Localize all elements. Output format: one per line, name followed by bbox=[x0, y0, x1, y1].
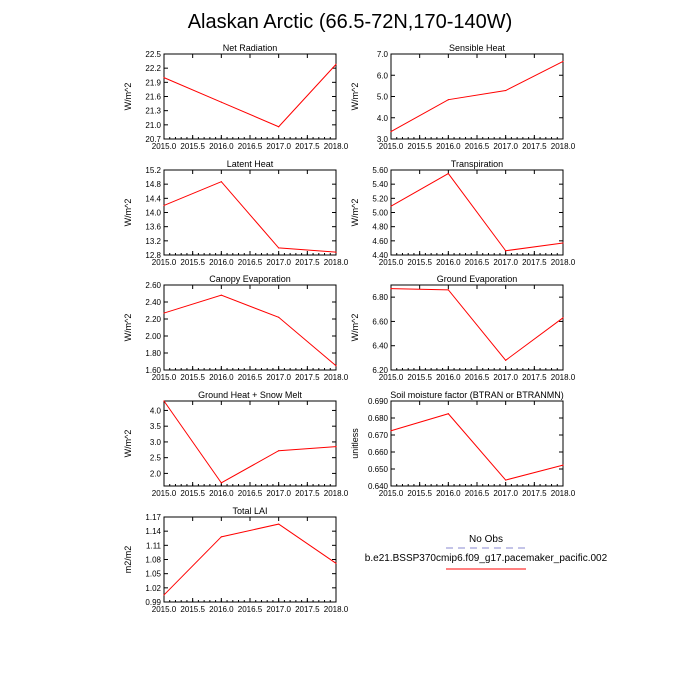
panel-9 bbox=[123, 506, 349, 614]
panel-3 bbox=[123, 159, 349, 267]
x-tick-label: 2016.5 bbox=[464, 258, 490, 267]
x-tick-label: 2015.0 bbox=[151, 489, 177, 498]
x-tick-label: 2016.0 bbox=[209, 373, 234, 382]
y-tick-label: 1.11 bbox=[146, 541, 161, 551]
y-tick-label: 13.2 bbox=[145, 236, 161, 246]
x-tick-label: 2016.0 bbox=[436, 489, 461, 498]
data-point bbox=[390, 131, 391, 132]
data-point bbox=[278, 523, 279, 524]
data-point bbox=[448, 289, 449, 290]
plot-frame bbox=[164, 401, 336, 486]
y-axis-label: W/m^2 bbox=[123, 82, 133, 111]
data-point bbox=[390, 206, 391, 207]
data-point bbox=[448, 173, 449, 174]
y-tick-label: 6.0 bbox=[376, 71, 388, 81]
plot-frame bbox=[164, 170, 336, 255]
x-tick-label: 2016.5 bbox=[237, 489, 263, 498]
x-tick-label: 2016.5 bbox=[237, 373, 263, 382]
plot-frame bbox=[164, 54, 336, 139]
x-tick-label: 2015.5 bbox=[180, 489, 205, 498]
y-tick-label: 4.0 bbox=[376, 113, 388, 123]
plot-frame bbox=[391, 401, 563, 486]
legend bbox=[365, 534, 608, 569]
x-tick-label: 2018.0 bbox=[323, 142, 349, 151]
y-tick-label: 20.7 bbox=[145, 135, 161, 144]
y-tick-label: 2.00 bbox=[145, 332, 161, 341]
x-tick-label: 2016.5 bbox=[464, 373, 490, 382]
data-point bbox=[562, 61, 563, 62]
x-tick-label: 2017.0 bbox=[266, 489, 291, 498]
data-point bbox=[278, 450, 279, 451]
x-tick-label: 2015.0 bbox=[378, 489, 404, 498]
data-point bbox=[505, 360, 506, 361]
y-tick-label: 21.6 bbox=[145, 92, 161, 102]
y-tick-label: 21.3 bbox=[145, 106, 161, 116]
y-axis-label: W/m^2 bbox=[350, 82, 360, 111]
data-point bbox=[278, 247, 279, 248]
y-tick-label: 0.680 bbox=[367, 414, 388, 423]
y-axis-label: W/m^2 bbox=[123, 313, 133, 342]
panel-1 bbox=[123, 43, 349, 151]
y-tick-label: 0.670 bbox=[367, 431, 388, 440]
data-point bbox=[163, 205, 164, 206]
x-tick-label: 2016.0 bbox=[209, 258, 234, 267]
x-tick-label: 2016.5 bbox=[237, 258, 263, 267]
y-tick-label: 13.6 bbox=[145, 222, 161, 232]
data-point bbox=[221, 102, 222, 103]
panel-title: Net Radiation bbox=[222, 43, 278, 53]
panel-title: Ground Heat + Snow Melt bbox=[198, 390, 302, 400]
y-tick-label: 14.8 bbox=[145, 180, 161, 190]
y-tick-label: 1.14 bbox=[145, 527, 161, 537]
y-tick-label: 5.0 bbox=[376, 92, 388, 102]
panel-title: Sensible Heat bbox=[448, 43, 506, 53]
x-tick-label: 2016.0 bbox=[436, 258, 461, 267]
y-tick-label: 0.660 bbox=[367, 448, 388, 457]
data-point bbox=[163, 312, 164, 313]
x-tick-label: 2015.0 bbox=[378, 142, 404, 151]
data-point bbox=[505, 250, 506, 251]
data-point bbox=[562, 464, 563, 465]
x-tick-label: 2018.0 bbox=[550, 373, 576, 382]
panel-title: Soil moisture factor (BTRAN or BTRANMN) bbox=[390, 390, 564, 400]
x-tick-label: 2017.5 bbox=[295, 605, 320, 614]
x-tick-label: 2017.5 bbox=[522, 373, 547, 382]
x-tick-label: 2018.0 bbox=[550, 258, 576, 267]
panel-8 bbox=[350, 390, 576, 498]
x-tick-label: 2018.0 bbox=[550, 489, 576, 498]
y-tick-label: 1.60 bbox=[145, 366, 161, 375]
x-tick-label: 2017.5 bbox=[295, 373, 320, 382]
y-tick-label: 22.2 bbox=[145, 64, 161, 74]
series-line bbox=[391, 289, 563, 361]
y-tick-label: 4.40 bbox=[372, 251, 388, 260]
x-tick-label: 2017.0 bbox=[266, 258, 291, 267]
x-tick-label: 2017.0 bbox=[266, 373, 291, 382]
series-line bbox=[164, 401, 336, 483]
legend-obs-label: No Obs bbox=[469, 534, 503, 545]
y-tick-label: 3.0 bbox=[376, 135, 388, 144]
plot-frame bbox=[391, 54, 563, 139]
series-line bbox=[164, 182, 336, 252]
data-point bbox=[335, 365, 336, 366]
y-tick-label: 2.0 bbox=[149, 469, 161, 479]
panels-group bbox=[123, 43, 576, 614]
y-tick-label: 15.2 bbox=[145, 166, 161, 175]
x-tick-label: 2015.5 bbox=[180, 373, 205, 382]
y-tick-label: 14.4 bbox=[145, 194, 161, 204]
y-tick-label: 0.690 bbox=[367, 397, 388, 406]
x-tick-label: 2016.5 bbox=[237, 605, 263, 614]
x-tick-label: 2017.5 bbox=[522, 258, 547, 267]
y-tick-label: 1.17 bbox=[145, 513, 161, 522]
series-line bbox=[391, 61, 563, 131]
data-point bbox=[448, 413, 449, 414]
y-tick-label: 5.20 bbox=[372, 194, 388, 204]
x-tick-label: 2017.5 bbox=[295, 142, 320, 151]
x-tick-label: 2017.0 bbox=[493, 489, 518, 498]
series-line bbox=[164, 295, 336, 366]
x-tick-label: 2017.0 bbox=[266, 142, 291, 151]
x-tick-label: 2016.5 bbox=[237, 142, 263, 151]
data-point bbox=[448, 99, 449, 100]
x-tick-label: 2016.0 bbox=[436, 142, 461, 151]
y-tick-label: 6.40 bbox=[372, 341, 388, 351]
data-point bbox=[562, 242, 563, 243]
y-tick-label: 6.20 bbox=[372, 366, 388, 375]
panel-title: Latent Heat bbox=[226, 159, 274, 169]
y-tick-label: 0.99 bbox=[145, 598, 161, 607]
data-point bbox=[505, 479, 506, 480]
y-tick-label: 21.0 bbox=[145, 120, 161, 130]
x-tick-label: 2018.0 bbox=[323, 605, 349, 614]
x-tick-label: 2015.5 bbox=[407, 142, 432, 151]
y-axis-label: W/m^2 bbox=[350, 313, 360, 342]
x-tick-label: 2015.0 bbox=[378, 258, 404, 267]
x-tick-label: 2015.5 bbox=[180, 258, 205, 267]
y-tick-label: 2.60 bbox=[145, 281, 161, 290]
figure-title: Alaskan Arctic (66.5-72N,170-140W) bbox=[187, 11, 513, 33]
y-tick-label: 4.0 bbox=[149, 406, 161, 416]
x-tick-label: 2015.5 bbox=[407, 489, 432, 498]
x-tick-label: 2017.5 bbox=[295, 489, 320, 498]
y-tick-label: 12.8 bbox=[145, 251, 161, 260]
data-point bbox=[335, 446, 336, 447]
x-tick-label: 2018.0 bbox=[323, 258, 349, 267]
data-point bbox=[335, 252, 336, 253]
y-axis-label: W/m^2 bbox=[123, 429, 133, 458]
x-tick-label: 2017.5 bbox=[522, 142, 547, 151]
x-tick-label: 2015.0 bbox=[151, 142, 177, 151]
x-tick-label: 2016.0 bbox=[209, 605, 234, 614]
y-tick-label: 1.08 bbox=[145, 555, 161, 565]
x-tick-label: 2015.0 bbox=[151, 373, 177, 382]
y-axis-label: m2/m2 bbox=[123, 545, 133, 574]
x-tick-label: 2018.0 bbox=[323, 489, 349, 498]
plot-frame bbox=[164, 285, 336, 370]
y-tick-label: 4.60 bbox=[372, 236, 388, 246]
x-tick-label: 2016.0 bbox=[436, 373, 461, 382]
x-tick-label: 2017.0 bbox=[493, 258, 518, 267]
y-tick-label: 1.80 bbox=[145, 349, 161, 358]
data-point bbox=[278, 126, 279, 127]
y-tick-label: 5.40 bbox=[372, 180, 388, 190]
x-tick-label: 2016.5 bbox=[464, 142, 490, 151]
data-point bbox=[221, 181, 222, 182]
data-point bbox=[163, 77, 164, 78]
panel-2 bbox=[350, 43, 576, 151]
y-tick-label: 0.640 bbox=[367, 482, 388, 491]
panel-title: Canopy Evaporation bbox=[209, 274, 291, 284]
panel-7 bbox=[123, 390, 349, 498]
x-tick-label: 2018.0 bbox=[323, 373, 349, 382]
panel-title: Total LAI bbox=[232, 506, 268, 516]
panel-title: Ground Evaporation bbox=[436, 274, 518, 284]
y-tick-label: 6.80 bbox=[372, 293, 388, 303]
data-point bbox=[390, 430, 391, 431]
y-tick-label: 4.80 bbox=[372, 222, 388, 232]
series-line bbox=[164, 524, 336, 595]
x-tick-label: 2015.0 bbox=[151, 605, 177, 614]
series-line bbox=[391, 414, 563, 480]
data-point bbox=[335, 563, 336, 564]
x-tick-label: 2015.5 bbox=[407, 373, 432, 382]
data-point bbox=[562, 317, 563, 318]
data-point bbox=[335, 64, 336, 65]
y-tick-label: 22.5 bbox=[145, 50, 161, 59]
x-tick-label: 2015.5 bbox=[180, 142, 205, 151]
data-point bbox=[390, 288, 391, 289]
y-tick-label: 21.9 bbox=[145, 78, 161, 88]
x-tick-label: 2016.0 bbox=[209, 489, 234, 498]
y-tick-label: 1.05 bbox=[145, 569, 161, 579]
y-tick-label: 7.0 bbox=[376, 50, 388, 59]
panel-6 bbox=[350, 274, 576, 382]
x-tick-label: 2017.0 bbox=[493, 373, 518, 382]
y-axis-label: unitless bbox=[350, 428, 360, 459]
plot-frame bbox=[391, 285, 563, 370]
legend-series-label: b.e21.BSSP370cmip6.f09_g17.pacemaker_pacific.002 bbox=[364, 553, 608, 564]
series-line bbox=[164, 64, 336, 126]
y-tick-label: 14.0 bbox=[145, 208, 161, 218]
panel-4 bbox=[350, 159, 576, 267]
x-tick-label: 2015.0 bbox=[151, 258, 177, 267]
y-tick-label: 0.650 bbox=[367, 465, 388, 474]
data-point bbox=[221, 536, 222, 537]
y-axis-label: W/m^2 bbox=[350, 198, 360, 227]
data-point bbox=[163, 594, 164, 595]
x-tick-label: 2015.0 bbox=[378, 373, 404, 382]
data-point bbox=[505, 90, 506, 91]
y-tick-label: 3.5 bbox=[149, 422, 161, 432]
y-axis-label: W/m^2 bbox=[123, 198, 133, 227]
y-tick-label: 2.5 bbox=[149, 453, 161, 463]
x-tick-label: 2017.5 bbox=[522, 489, 547, 498]
y-tick-label: 3.0 bbox=[149, 437, 161, 447]
plot-frame bbox=[164, 517, 336, 602]
y-tick-label: 1.02 bbox=[145, 583, 161, 593]
data-point bbox=[221, 295, 222, 296]
x-tick-label: 2016.0 bbox=[209, 142, 234, 151]
data-point bbox=[278, 317, 279, 318]
x-tick-label: 2015.5 bbox=[407, 258, 432, 267]
panel-title: Transpiration bbox=[450, 159, 504, 169]
x-tick-label: 2017.0 bbox=[266, 605, 291, 614]
x-tick-label: 2016.5 bbox=[464, 489, 490, 498]
data-point bbox=[163, 400, 164, 401]
y-tick-label: 5.60 bbox=[372, 166, 388, 175]
x-tick-label: 2017.0 bbox=[493, 142, 518, 151]
y-tick-label: 5.00 bbox=[372, 208, 388, 218]
data-point bbox=[221, 482, 222, 483]
y-tick-label: 6.60 bbox=[372, 317, 388, 327]
x-tick-label: 2018.0 bbox=[550, 142, 576, 151]
x-tick-label: 2015.5 bbox=[180, 605, 205, 614]
panel-5 bbox=[123, 274, 349, 382]
x-tick-label: 2017.5 bbox=[295, 258, 320, 267]
series-line bbox=[391, 174, 563, 251]
y-tick-label: 2.20 bbox=[145, 315, 161, 324]
y-tick-label: 2.40 bbox=[145, 298, 161, 307]
